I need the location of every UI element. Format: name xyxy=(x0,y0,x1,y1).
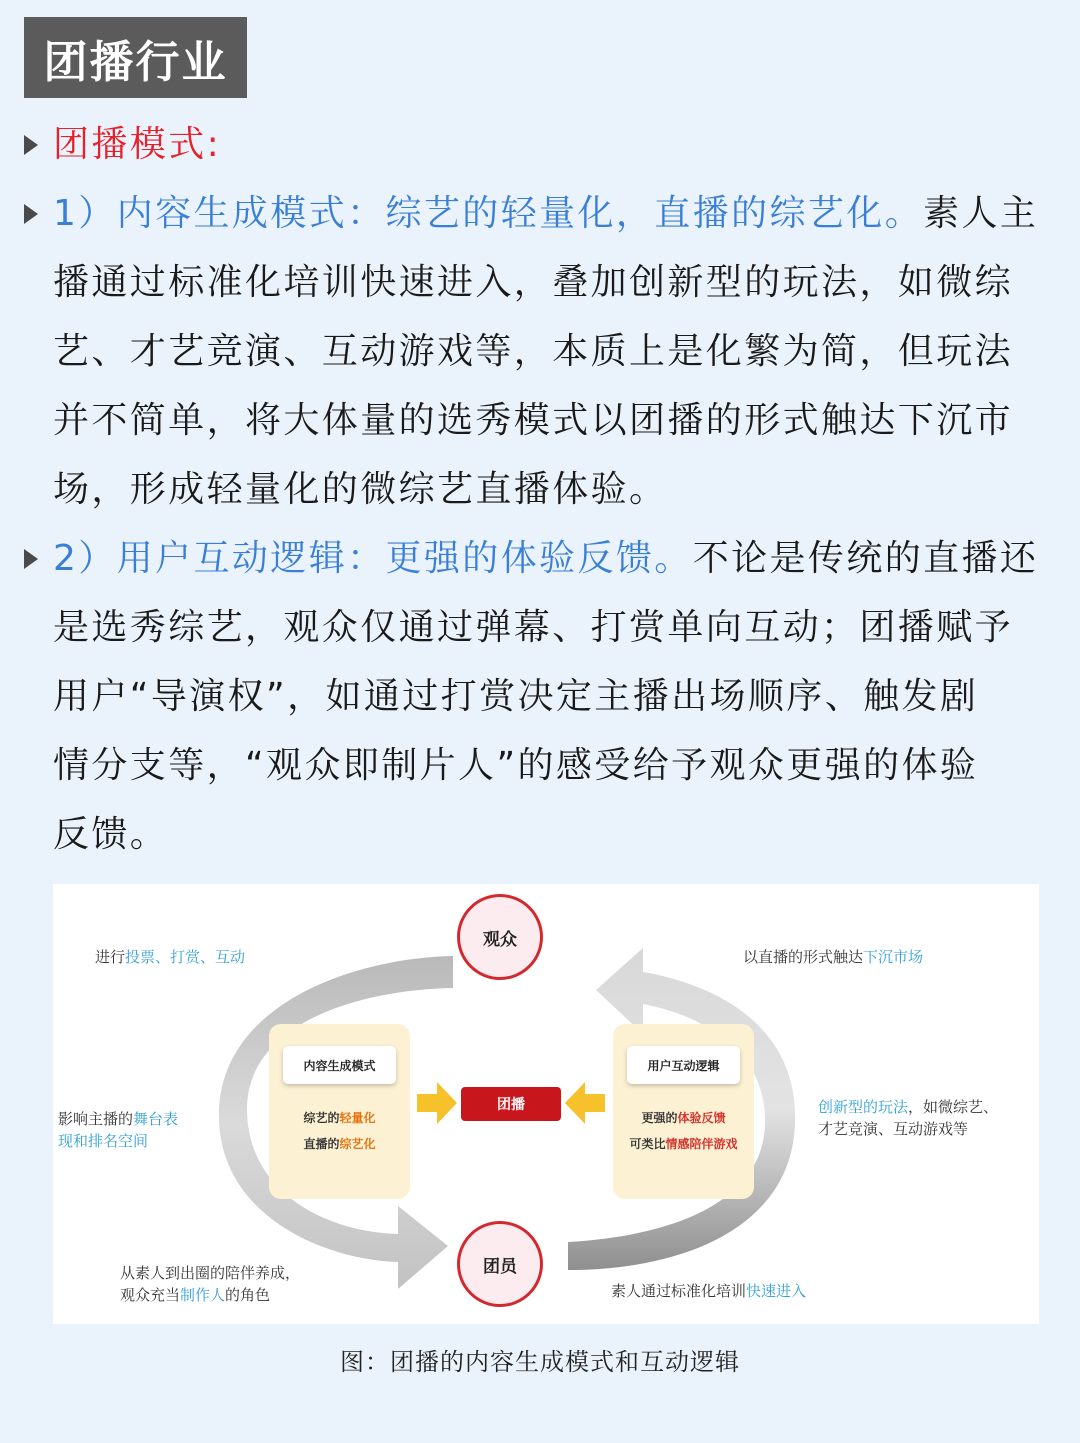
panel-text: 直播的 xyxy=(303,1137,340,1151)
note-top-right: 以直播的形式触达下沉市场 xyxy=(743,948,924,966)
item1-line: 场，形成轻量化的微综艺直播体验。 xyxy=(53,469,668,510)
center-node: 团播 xyxy=(461,1087,561,1121)
item1-paragraph xyxy=(53,179,1053,524)
panel-text: 可类比 xyxy=(629,1137,666,1151)
content-mode-panel xyxy=(269,1024,410,1199)
item2-heading: 2）用户互动逻辑：更强的体验反馈。 xyxy=(53,538,693,579)
section-label: 团播模式: xyxy=(53,124,222,165)
panel-highlight: 体验反馈 xyxy=(677,1111,726,1125)
item1-line: 艺、才艺竞演、互动游戏等，本质上是化繁为简，但玩法 xyxy=(53,331,1014,372)
flow-diagram xyxy=(53,884,1039,1324)
item1-line: 播通过标准化培训快速进入，叠加创新型的玩法，如微综 xyxy=(53,262,1014,303)
item2-line: 是选秀综艺，观众仅通过弹幕、打赏单向互动；团播赋予 xyxy=(53,607,1014,648)
item1-line: 并不简单，将大体量的选秀模式以团播的形式触达下沉市 xyxy=(53,400,1014,441)
panel-highlight: 情感陪伴游戏 xyxy=(665,1137,738,1151)
item2-paragraph xyxy=(53,524,1053,869)
panel-highlight: 轻量化 xyxy=(339,1111,376,1125)
bullet-icon xyxy=(24,204,38,224)
item1-heading: 1）内容生成模式：综艺的轻量化，直播的综艺化。 xyxy=(53,193,924,234)
item2-line: 情分支等，“观众即制片人”的感受给予观众更强的体验 xyxy=(53,745,979,786)
item2-line: 不论是传统的直播还 xyxy=(692,538,1039,579)
item2-line: 用户“导演权”，如通过打赏决定主播出场顺序、触发剧 xyxy=(53,676,979,717)
interaction-logic-panel xyxy=(613,1024,754,1199)
arrow-right-icon xyxy=(417,1082,457,1124)
content-mode-title: 内容生成模式 xyxy=(283,1046,396,1084)
page-title: 团播行业 xyxy=(24,17,247,98)
member-node: 团员 xyxy=(457,1221,543,1307)
item1-line: 素人主 xyxy=(923,193,1039,234)
note-top-left: 进行投票、打赏、互动 xyxy=(95,948,246,966)
panel-text: 更强的 xyxy=(641,1111,678,1125)
note-mid-left: 影响主播的舞台表 现和排名空间 xyxy=(58,1110,179,1150)
bullet-icon xyxy=(24,549,38,569)
item2-line: 反馈。 xyxy=(53,814,169,855)
note-bottom-left: 从素人到出圈的陪伴养成， 观众充当制作人的角色 xyxy=(120,1264,301,1304)
note-bottom-right: 素人通过标准化培训快速进入 xyxy=(611,1282,807,1300)
audience-node: 观众 xyxy=(457,894,543,980)
panel-highlight: 综艺化 xyxy=(339,1137,376,1151)
arrow-left-icon xyxy=(565,1082,605,1124)
panel-text: 综艺的 xyxy=(303,1111,340,1125)
bullet-icon xyxy=(24,135,38,155)
figure-caption: 图：团播的内容生成模式和互动逻辑 xyxy=(340,1348,740,1376)
interaction-logic-title: 用户互动逻辑 xyxy=(627,1046,740,1084)
note-mid-right: 创新型的玩法，如微综艺、 才艺竞演、互动游戏等 xyxy=(818,1098,999,1138)
